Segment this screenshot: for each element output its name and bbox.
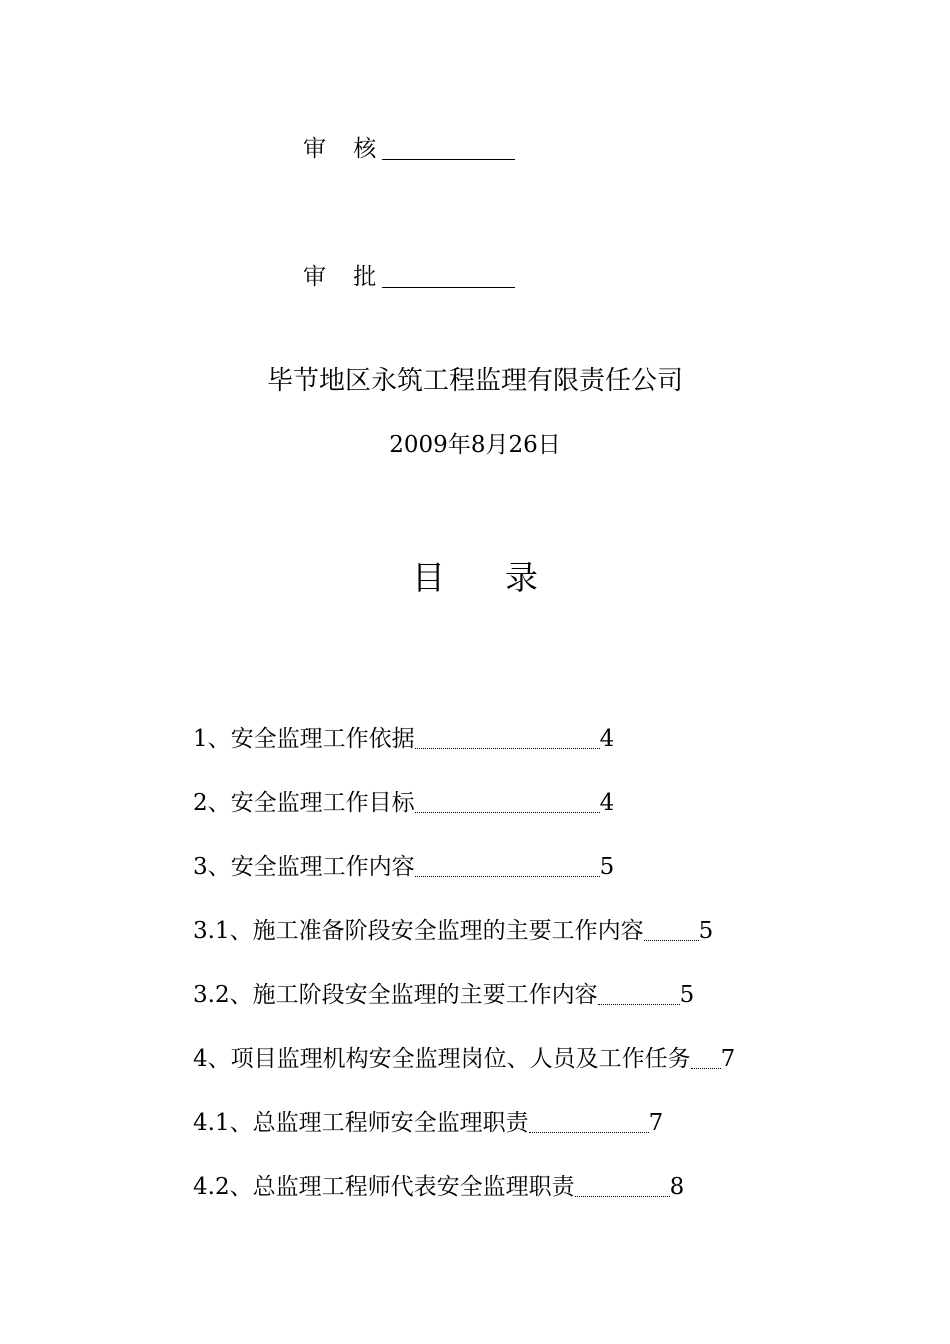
toc-entry-text: 4.2、总监理工程师代表安全监理职责 — [193, 1174, 575, 1200]
toc-entry-page: 5 — [698, 918, 714, 944]
toc-entry-page: 5 — [679, 982, 695, 1008]
review-label: 审 核 — [303, 136, 387, 162]
toc-entry[interactable] — [193, 818, 735, 882]
approval-signature-row — [303, 262, 515, 292]
toc-entry-text: 3.2、施工阶段安全监理的主要工作内容 — [193, 982, 598, 1008]
toc-leader — [415, 748, 600, 749]
toc-entry[interactable] — [193, 946, 735, 1010]
toc-entry-page: 4 — [599, 726, 615, 752]
toc-leader — [415, 876, 600, 877]
toc-entry[interactable] — [193, 690, 735, 754]
review-signature-line — [382, 159, 515, 160]
company-name: 毕节地区永筑工程监理有限责任公司 — [266, 366, 683, 396]
approval-signature-line — [382, 287, 515, 288]
toc-entry-page: 7 — [720, 1046, 736, 1072]
toc-leader — [644, 940, 699, 941]
toc-entry[interactable] — [193, 882, 735, 946]
toc-entry-text: 4、项目监理机构安全监理岗位、人员及工作任务 — [193, 1046, 691, 1072]
toc-entry-text: 4.1、总监理工程师安全监理职责 — [193, 1110, 529, 1136]
toc-heading — [0, 556, 950, 600]
toc-entry-page: 7 — [648, 1110, 664, 1136]
toc-entry[interactable] — [193, 754, 735, 818]
toc-heading-char-2: 录 — [505, 558, 538, 597]
toc-leader — [529, 1132, 649, 1133]
toc-entry-page: 5 — [599, 854, 615, 880]
document-date: 2009年8月26日 — [389, 432, 561, 458]
toc-entry[interactable] — [193, 1138, 735, 1202]
toc-entry-page: 8 — [669, 1174, 685, 1200]
toc-entry-text: 3.1、施工准备阶段安全监理的主要工作内容 — [193, 918, 644, 944]
toc-leader — [415, 812, 600, 813]
toc-entry-page: 4 — [599, 790, 615, 816]
table-of-contents — [193, 690, 735, 1202]
toc-entry-text: 2、安全监理工作目标 — [193, 790, 415, 816]
toc-leader — [575, 1196, 670, 1197]
toc-entry-text: 3、安全监理工作内容 — [193, 854, 415, 880]
toc-heading-char-1: 目 — [412, 558, 445, 597]
toc-entry[interactable] — [193, 1010, 735, 1074]
approval-label: 审 批 — [303, 264, 387, 290]
toc-leader — [691, 1068, 721, 1069]
toc-leader — [598, 1004, 680, 1005]
toc-entry-text: 1、安全监理工作依据 — [193, 726, 415, 752]
review-signature-row — [303, 134, 515, 164]
toc-entry[interactable] — [193, 1074, 735, 1138]
